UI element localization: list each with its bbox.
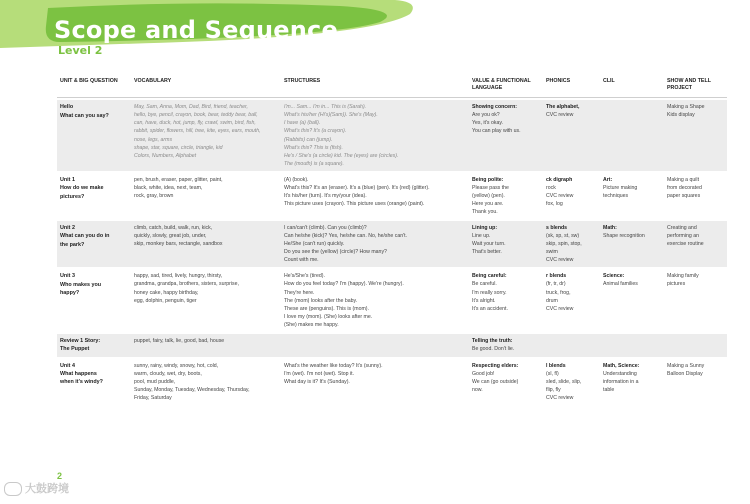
cell-line: (sk, sp, st, sw)	[546, 233, 580, 240]
scope-sequence-table	[57, 73, 727, 407]
cell-line: grandma, grandpa, brothers, sisters, surprise,	[134, 281, 239, 288]
cell-line: swim	[546, 249, 558, 256]
structures-cell	[281, 173, 469, 219]
cell-line: What's the weather like today? It's (sunny).	[284, 362, 383, 369]
cell-line: rabbit, spider, flowers, hill, tree, kite, eyes, ears, mouth,	[134, 128, 261, 135]
cell-line: Making a quilt	[667, 176, 700, 183]
cell-line: Telling the truth:	[472, 337, 513, 344]
structures-cell	[281, 269, 469, 331]
cell-line: What day is it? It's (Sunday).	[284, 378, 350, 385]
cell-line: Do you see the (yellow) (circle)? How many?	[284, 249, 387, 256]
column-header: PHONICS	[543, 75, 600, 98]
cell-line: paper squares	[667, 192, 701, 199]
phonics-cell	[543, 269, 600, 331]
cell-line: Count with me.	[284, 257, 319, 264]
phonics-cell	[543, 359, 600, 405]
page-title: Scope and Sequence	[54, 16, 338, 44]
cell-line: fox, log	[546, 200, 563, 207]
phonics-cell	[543, 334, 600, 357]
table-row	[57, 100, 727, 171]
value-cell	[469, 269, 543, 331]
value-cell	[469, 173, 543, 219]
phonics-cell	[543, 173, 600, 219]
cell-line: May, Sam, Anna, Mom, Dad, Bird, friend, teacher,	[134, 104, 248, 111]
cell-line: (sl, fl)	[546, 370, 559, 377]
cell-line: (Rabbits) can (jump).	[284, 136, 333, 143]
cell-line: drum	[546, 297, 558, 304]
phonics-cell	[543, 221, 600, 267]
cell-line: climb, catch, build, walk, run, kick,	[134, 225, 213, 232]
cell-line: Understanding	[603, 370, 637, 377]
cell-line: I love my (mom). (She) looks after me.	[284, 313, 373, 320]
structures-cell	[281, 221, 469, 267]
cell-line: r blends	[546, 273, 567, 280]
cell-line: Please pass the	[472, 184, 509, 191]
cell-line: What's this? It's an (eraser). It's a (blue) (pen). It's (red) (glitter).	[284, 184, 430, 191]
column-header: STRUCTURES	[281, 75, 469, 98]
cell-line: Math:	[603, 225, 617, 232]
vocabulary-cell	[131, 173, 281, 219]
unit-cell	[57, 359, 131, 405]
cell-line: skip, spin, stop,	[546, 241, 582, 248]
cell-line: egg, dolphin, penguin, tiger	[134, 297, 197, 304]
cell-line: Sunday, Monday, Tuesday, Wednesday, Thursday,	[134, 386, 250, 393]
cell-line: Unit 1	[60, 176, 75, 183]
cell-line: Animal families	[603, 281, 638, 288]
cell-line: That's better.	[472, 249, 502, 256]
cell-line: when it's windy?	[60, 379, 103, 386]
cell-line: honey cake, happy birthday,	[134, 289, 199, 296]
cell-line: CVC review	[546, 305, 574, 312]
vocabulary-cell	[131, 269, 281, 331]
cell-line: CVC review	[546, 257, 574, 264]
cell-line: Shape recognition	[603, 233, 645, 240]
cell-line: sunny, rainy, windy, snowy, hot, cold,	[134, 362, 219, 369]
cell-line: l blends	[546, 362, 566, 369]
cell-line: Are you ok?	[472, 112, 500, 119]
cell-line: Creating and	[667, 225, 697, 232]
cell-line: I'm... Sam... I'm in... This is (Sarah).	[284, 104, 367, 111]
cell-line: How do you feel today? I'm (happy). We're (hungry).	[284, 281, 404, 288]
cell-line: Being careful:	[472, 273, 507, 280]
cell-line: I'm really sorry.	[472, 289, 507, 296]
cell-line: Thank you.	[472, 209, 498, 216]
column-header: SHOW AND TELL PROJECT	[664, 75, 727, 98]
cell-line: ck digraph	[546, 176, 573, 183]
cell-line: techniques	[603, 192, 629, 199]
cell-line: It's an accident.	[472, 305, 508, 312]
cell-line: Lining up:	[472, 225, 498, 232]
cell-line: Picture making	[603, 184, 638, 191]
cell-line: He's/She's (tired).	[284, 273, 325, 280]
cell-line: now.	[472, 386, 483, 393]
cell-line: (yellow) (pen).	[472, 192, 505, 199]
cell-line: Line up.	[472, 233, 491, 240]
cell-line: I can/can't (climb). Can you (climb)?	[284, 225, 367, 232]
cell-line: Colors, Numbers, Alphabet	[134, 152, 197, 159]
cell-line: The alphabet,	[546, 104, 580, 111]
cell-line: black, white, idea, next, team,	[134, 184, 203, 191]
project-cell	[664, 269, 727, 331]
level-label: Level 2	[58, 44, 103, 57]
table-row	[57, 359, 727, 405]
cell-line: rock	[546, 184, 556, 191]
cell-line: Science:	[603, 273, 625, 280]
cell-line: Being polite:	[472, 176, 504, 183]
table-row	[57, 334, 727, 357]
cell-line: He/She (can't run) quickly.	[284, 241, 345, 248]
cell-line: Be good. Don't lie.	[472, 345, 515, 352]
cell-line: nose, legs, arms	[134, 136, 173, 143]
page-number: 2	[57, 471, 63, 481]
cell-line: Good job!	[472, 370, 495, 377]
cell-line: Kids display	[667, 112, 695, 119]
cell-line: They're here.	[284, 289, 315, 296]
cell-line: the park?	[60, 241, 85, 248]
cell-line: (A) (book).	[284, 176, 309, 183]
clil-cell	[600, 334, 664, 357]
value-cell	[469, 334, 543, 357]
table-row	[57, 221, 727, 267]
cell-line: shape, star, square, circle, triangle, kid	[134, 144, 223, 151]
cell-line: warm, cloudy, wet, dry, boots,	[134, 370, 202, 377]
column-header: VALUE & FUNCTIONAL LANGUAGE	[469, 75, 543, 98]
cell-line: CVC review	[546, 192, 574, 199]
structures-cell	[281, 100, 469, 171]
cell-line: Respecting elders:	[472, 362, 519, 369]
cell-line: I'm (wet). I'm not (wet). Stop it.	[284, 370, 355, 377]
unit-cell	[57, 334, 131, 357]
cell-line: s blends	[546, 225, 568, 232]
cell-line: Hello	[60, 104, 74, 111]
cell-line: Be careful.	[472, 281, 497, 288]
project-cell	[664, 173, 727, 219]
cell-line: The (mom) looks after the baby.	[284, 297, 358, 304]
cell-line: Who makes you	[60, 281, 102, 288]
cell-line: Making a Sunny	[667, 362, 705, 369]
cell-line: What can you say?	[60, 112, 109, 119]
cell-line: pictures	[667, 281, 686, 288]
cell-line: These are (penguins). This is (mom).	[284, 305, 369, 312]
value-cell	[469, 359, 543, 405]
cell-line: What's this? It's (a crayon).	[284, 128, 347, 135]
vocabulary-cell	[131, 221, 281, 267]
vocabulary-cell	[131, 359, 281, 405]
structures-cell	[281, 334, 469, 357]
cell-line: What's this? This is (fish).	[284, 144, 343, 151]
cell-line: It's alright.	[472, 297, 496, 304]
column-header: UNIT & BIG QUESTION	[57, 75, 131, 98]
cell-line: performing an	[667, 233, 700, 240]
cell-line: exercise routine	[667, 241, 704, 248]
cell-line: Balloon Display	[667, 370, 703, 377]
clil-cell	[600, 173, 664, 219]
cell-line: How do we make	[60, 185, 104, 192]
cell-line: Unit 2	[60, 225, 75, 232]
cell-line: (fr, tr, dr)	[546, 281, 566, 288]
cell-line: pictures?	[60, 193, 85, 200]
cell-line: happy, sad, tired, lively, hungry, thirsty,	[134, 273, 223, 280]
cell-line: The (mouth) is (a square).	[284, 160, 344, 167]
cell-line: (She) makes me happy.	[284, 321, 339, 328]
cell-line: What's his/her (Hi's)(Sam)). She's (May).	[284, 112, 378, 119]
cell-line: flip, fly	[546, 386, 561, 393]
cell-line: Math, Science:	[603, 362, 640, 369]
cell-line: can, have, duck, hot, jump, fly, crawl, swim, bird, fish,	[134, 120, 256, 127]
cell-line: truck, frog,	[546, 289, 571, 296]
cell-line: Unit 4	[60, 362, 75, 369]
project-cell	[664, 100, 727, 171]
watermark-logo-icon	[4, 482, 22, 496]
cell-line: We can (go outside)	[472, 378, 519, 385]
cell-line: The Puppet	[60, 346, 90, 353]
cell-line: You can play with us.	[472, 128, 521, 135]
clil-cell	[600, 221, 664, 267]
cell-line: Making family	[667, 273, 699, 280]
project-cell	[664, 334, 727, 357]
cell-line: Here you are.	[472, 200, 504, 207]
clil-cell	[600, 269, 664, 331]
watermark-text: 大鼓跨境	[25, 483, 69, 495]
table-row	[57, 269, 727, 331]
cell-line: sled, slide, slip,	[546, 378, 582, 385]
vocabulary-cell	[131, 334, 281, 357]
cell-line: Art:	[603, 176, 613, 183]
cell-line: It's his/her (turn). It's my/your (idea).	[284, 192, 367, 199]
column-header: VOCABULARY	[131, 75, 281, 98]
clil-cell	[600, 359, 664, 405]
value-cell	[469, 100, 543, 171]
phonics-cell	[543, 100, 600, 171]
project-cell	[664, 359, 727, 405]
table-row	[57, 173, 727, 219]
cell-line: hello, bye, pencil, crayon, book, bear, teddy bear, ball,	[134, 112, 258, 119]
cell-line: puppet, fairy, talk, lie, good, bad, house	[134, 337, 225, 344]
clil-cell	[600, 100, 664, 171]
cell-line: Friday, Saturday	[134, 394, 172, 401]
cell-line: What happens	[60, 370, 97, 377]
cell-line: What can you do in	[60, 233, 110, 240]
cell-line: happy?	[60, 290, 80, 297]
cell-line: Wait your turn.	[472, 241, 506, 248]
cell-line: Making a Shape	[667, 104, 705, 111]
cell-line: Unit 3	[60, 273, 75, 280]
unit-cell	[57, 173, 131, 219]
cell-line: table	[603, 386, 615, 393]
cell-line: Showing concern:	[472, 104, 517, 111]
vocabulary-cell	[131, 100, 281, 171]
watermark	[4, 480, 69, 496]
column-header: CLIL	[600, 75, 664, 98]
structures-cell	[281, 359, 469, 405]
unit-cell	[57, 221, 131, 267]
cell-line: pool, mud puddle,	[134, 378, 176, 385]
cell-line: CVC review	[546, 394, 574, 401]
value-cell	[469, 221, 543, 267]
cell-line: Can he/she (kick)? Yes, he/she can. No, he/she can't.	[284, 233, 407, 240]
cell-line: rock, gray, brown	[134, 192, 174, 199]
cell-line: skip, monkey bars, rectangle, sandbox	[134, 241, 223, 248]
cell-line: from decorated	[667, 184, 702, 191]
table-header-row	[57, 75, 727, 98]
cell-line: This picture uses (crayon). This picture uses (orange) (paint).	[284, 200, 425, 207]
project-cell	[664, 221, 727, 267]
cell-line: I have (a) (ball).	[284, 120, 321, 127]
cell-line: Review 1 Story:	[60, 337, 101, 344]
cell-line: He's / She's (a circle) kid. The (eyes) are (circles).	[284, 152, 399, 159]
unit-cell	[57, 269, 131, 331]
cell-line: quickly, slowly, great job, under,	[134, 233, 207, 240]
unit-cell	[57, 100, 131, 171]
cell-line: pen, brush, eraser, paper, glitter, paint,	[134, 176, 223, 183]
cell-line: CVC review	[546, 112, 574, 119]
cell-line: Yes, it's okay.	[472, 120, 503, 127]
cell-line: information in a	[603, 378, 639, 385]
